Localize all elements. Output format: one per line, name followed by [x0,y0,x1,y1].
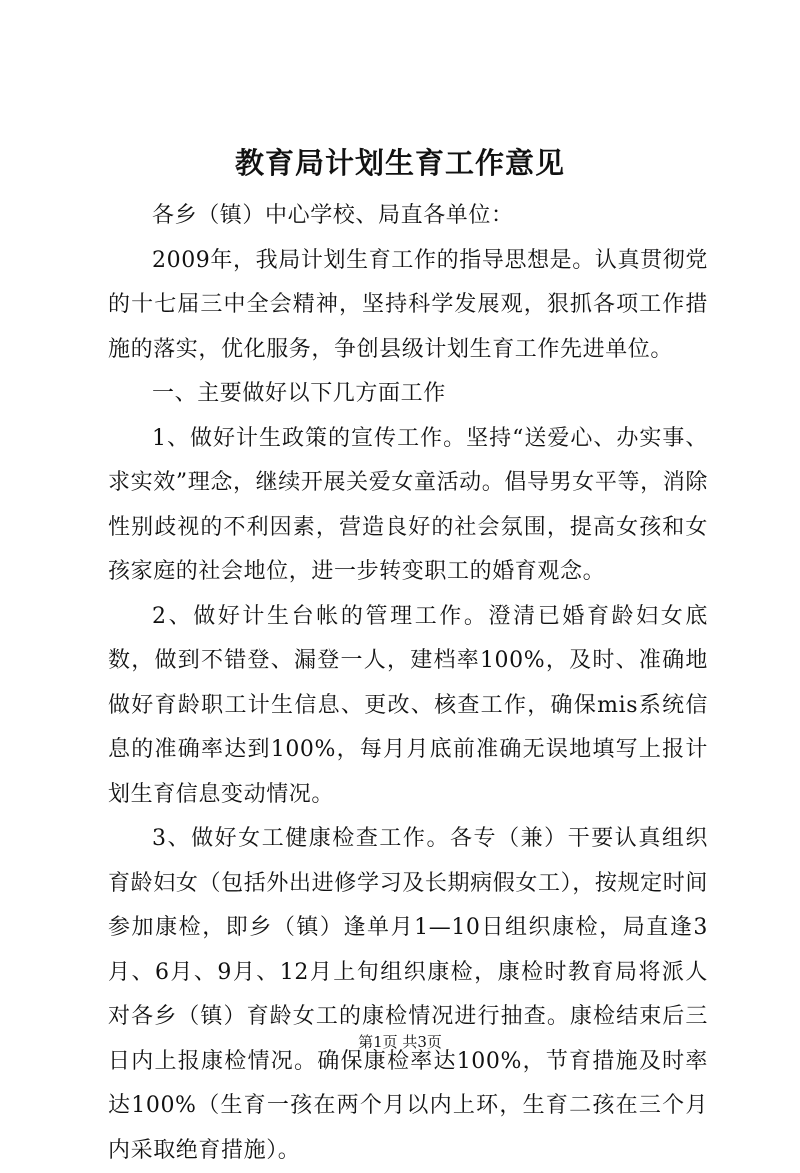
paragraph-item-1: 1、做好计生政策的宣传工作。坚持“送爱心、办实事、求实效”理念，继续开展关爱女童活动。倡导男女平等，消除性别歧视的不利因素，营造良好的社会氛围，提高女孩和女孩家庭的社会地位，进一步转变职工的婚育观念。 [108,425,708,584]
paragraph-guiding-thought: 2009年，我局计划生育工作的指导思想是。认真贯彻党的十七届三中全会精神，坚持科学发展观，狠抓各项工作措施的落实，优化服务，争创县级计划生育工作先进单位。 [108,247,708,362]
paragraph-item-3: 3、做好女工健康检查工作。各专（兼）干要认真组织育龄妇女（包括外出进修学习及长期病假女工），按规定时间参加康检，即乡（镇）逢单月1—10日组织康检，局直逢3月、6月、9月、12月上旬组织康检，康检时教育局将派人对各乡（镇）育龄女工的康检情况进行抽查。康检结束后三日内上报康检情况。确保康检率达100%，节育措施及时率达100%（生育一孩在两个月以内上环，生育二孩在三个月内采取绝育措施）。 [108,826,708,1163]
document-body [108,194,708,1173]
paragraph-item-2: 2、做好计生台帐的管理工作。澄清已婚育龄妇女底数，做到不错登、漏登一人，建档率100%，及时、准确地做好育龄职工计生信息、更改、核查工作，确保mis系统信息的准确率达到100%，每月月底前准确无误地填写上报计划生育信息变动情况。 [108,603,708,807]
page-number-footer: 第1页 共3页 [358,1033,442,1051]
document-title: 教育局计划生育工作意见 [234,146,565,180]
paragraph-salutation: 各乡（镇）中心学校、局直各单位： [152,203,514,228]
paragraph-section-heading: 一、主要做好以下几方面工作 [152,381,446,406]
